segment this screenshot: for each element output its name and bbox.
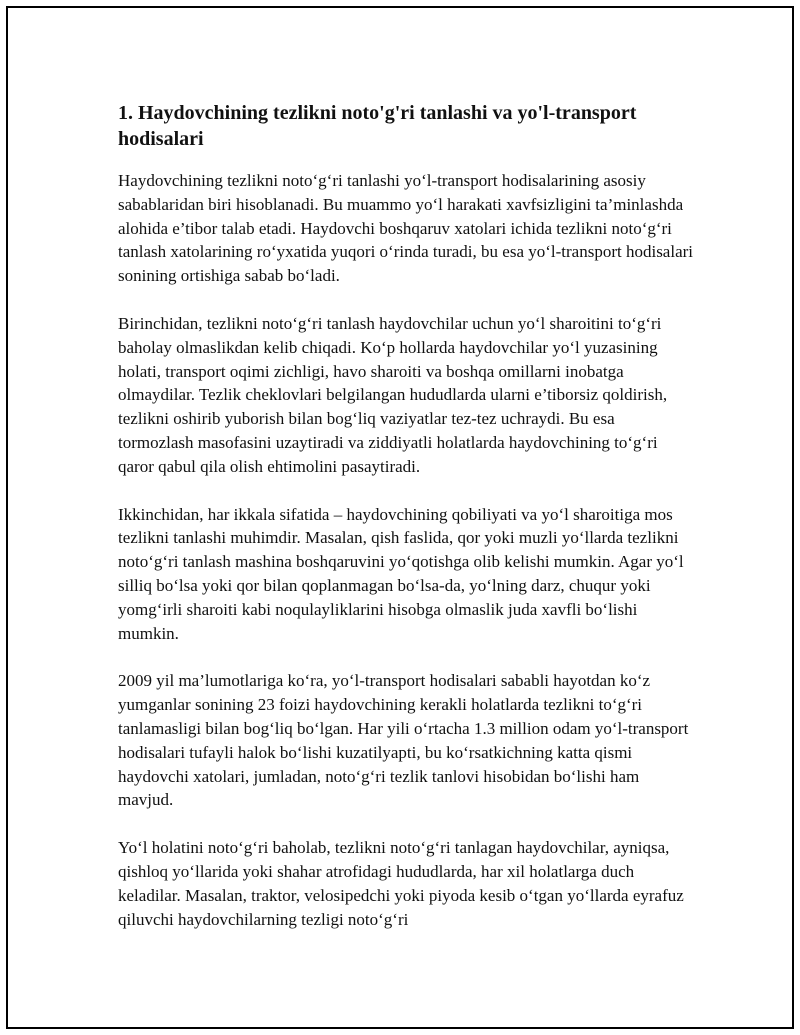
paragraph-5: Yo‘l holatini noto‘g‘ri baholab, tezlikni noto‘g‘ri tanlagan haydovchilar, ayniqsa, qishloq yo‘llarida yoki shahar atrofidagi hududlarda, har xil holatlarga duch keladilar. Masalan, traktor, velosipedchi yoki piyoda kesib o‘tgan yo‘llarda eyrafuz qiluvchi haydovchilarning tezligi noto‘g‘ri	[118, 838, 684, 929]
section-heading: 1. Haydovchining tezlikni noto'g'ri tanlashi va yo'l-transport hodisalari	[118, 102, 637, 150]
paragraph-4: 2009 yil ma’lumotlariga ko‘ra, yo‘l-transport hodisalari sababli hayotdan ko‘z yumganlar sonining 23 foizi haydovchining kerakli holatlarda tezlikni to‘g‘ri tanlamasligi bilan bog‘liq bo‘lgan. Har yili o‘rtacha 1.3 million odam yo‘l-transport hodisalari tufayli halok bo‘lishi kuzatilyapti, bu ko‘rsatkichning katta qismi haydovchi xatolari, jumladan, noto‘g‘ri tezlik tanlovi hisobidan bo‘lishi ham mavjud.	[118, 671, 689, 810]
paragraph-1: Haydovchining tezlikni noto‘g‘ri tanlashi yo‘l-transport hodisalarining asosiy sabablaridan biri hisoblanadi. Bu muammo yo‘l harakati xavfsizligini ta’minlashda alohida e’tibor talab etadi. Haydovchi boshqaruv xatolari ichida tezlikni noto‘g‘ri tanlash xatolarining ro‘yxatida yuqori o‘rinda turadi, bu esa yo‘l-transport hodisalari sonining ortishiga sabab bo‘ladi.	[118, 171, 694, 286]
paragraph-3: Ikkinchidan, har ikkala sifatida – haydovchining qobiliyati va yo‘l sharoitiga mos tezlikni tanlashi muhimdir. Masalan, qish faslida, qor yoki muzli yo‘llarda tezlikni noto‘g‘ri tanlash mashina boshqaruvini yo‘qotishga olib kelishi mumkin. Agar yo‘l silliq bo‘lsa yoki qor bilan qoplanmagan bo‘lsa-da, yo‘lning darz, chuqur yoki yomg‘irli sharoiti kabi noqulayliklarini hisobga olmaslik juda xavfli bo‘lishi mumkin.	[118, 504, 684, 643]
paragraph-2: Birinchidan, tezlikni noto‘g‘ri tanlash haydovchilar uchun yo‘l sharoitini to‘g‘ri baholay olmaslikdan kelib chiqadi. Ko‘p hollarda haydovchilar yo‘l yuzasining holati, transport oqimi zichligi, havo sharoiti va boshqa omillarni inobatga olmaydilar. Tezlik cheklovlari belgilangan hududlarda ularni e’tiborsiz qoldirish, tezlikni oshirib yuborish bilan bog‘liq vaziyatlar tez-tez uchraydi. Bu esa tormozlash masofasini uzaytiradi va ziddiyatli holatlarda haydovchining to‘g‘ri qaror qabul qila olish ehtimolini pasaytiradi.	[118, 313, 668, 476]
document-body	[118, 100, 693, 955]
page-frame	[6, 6, 794, 1029]
